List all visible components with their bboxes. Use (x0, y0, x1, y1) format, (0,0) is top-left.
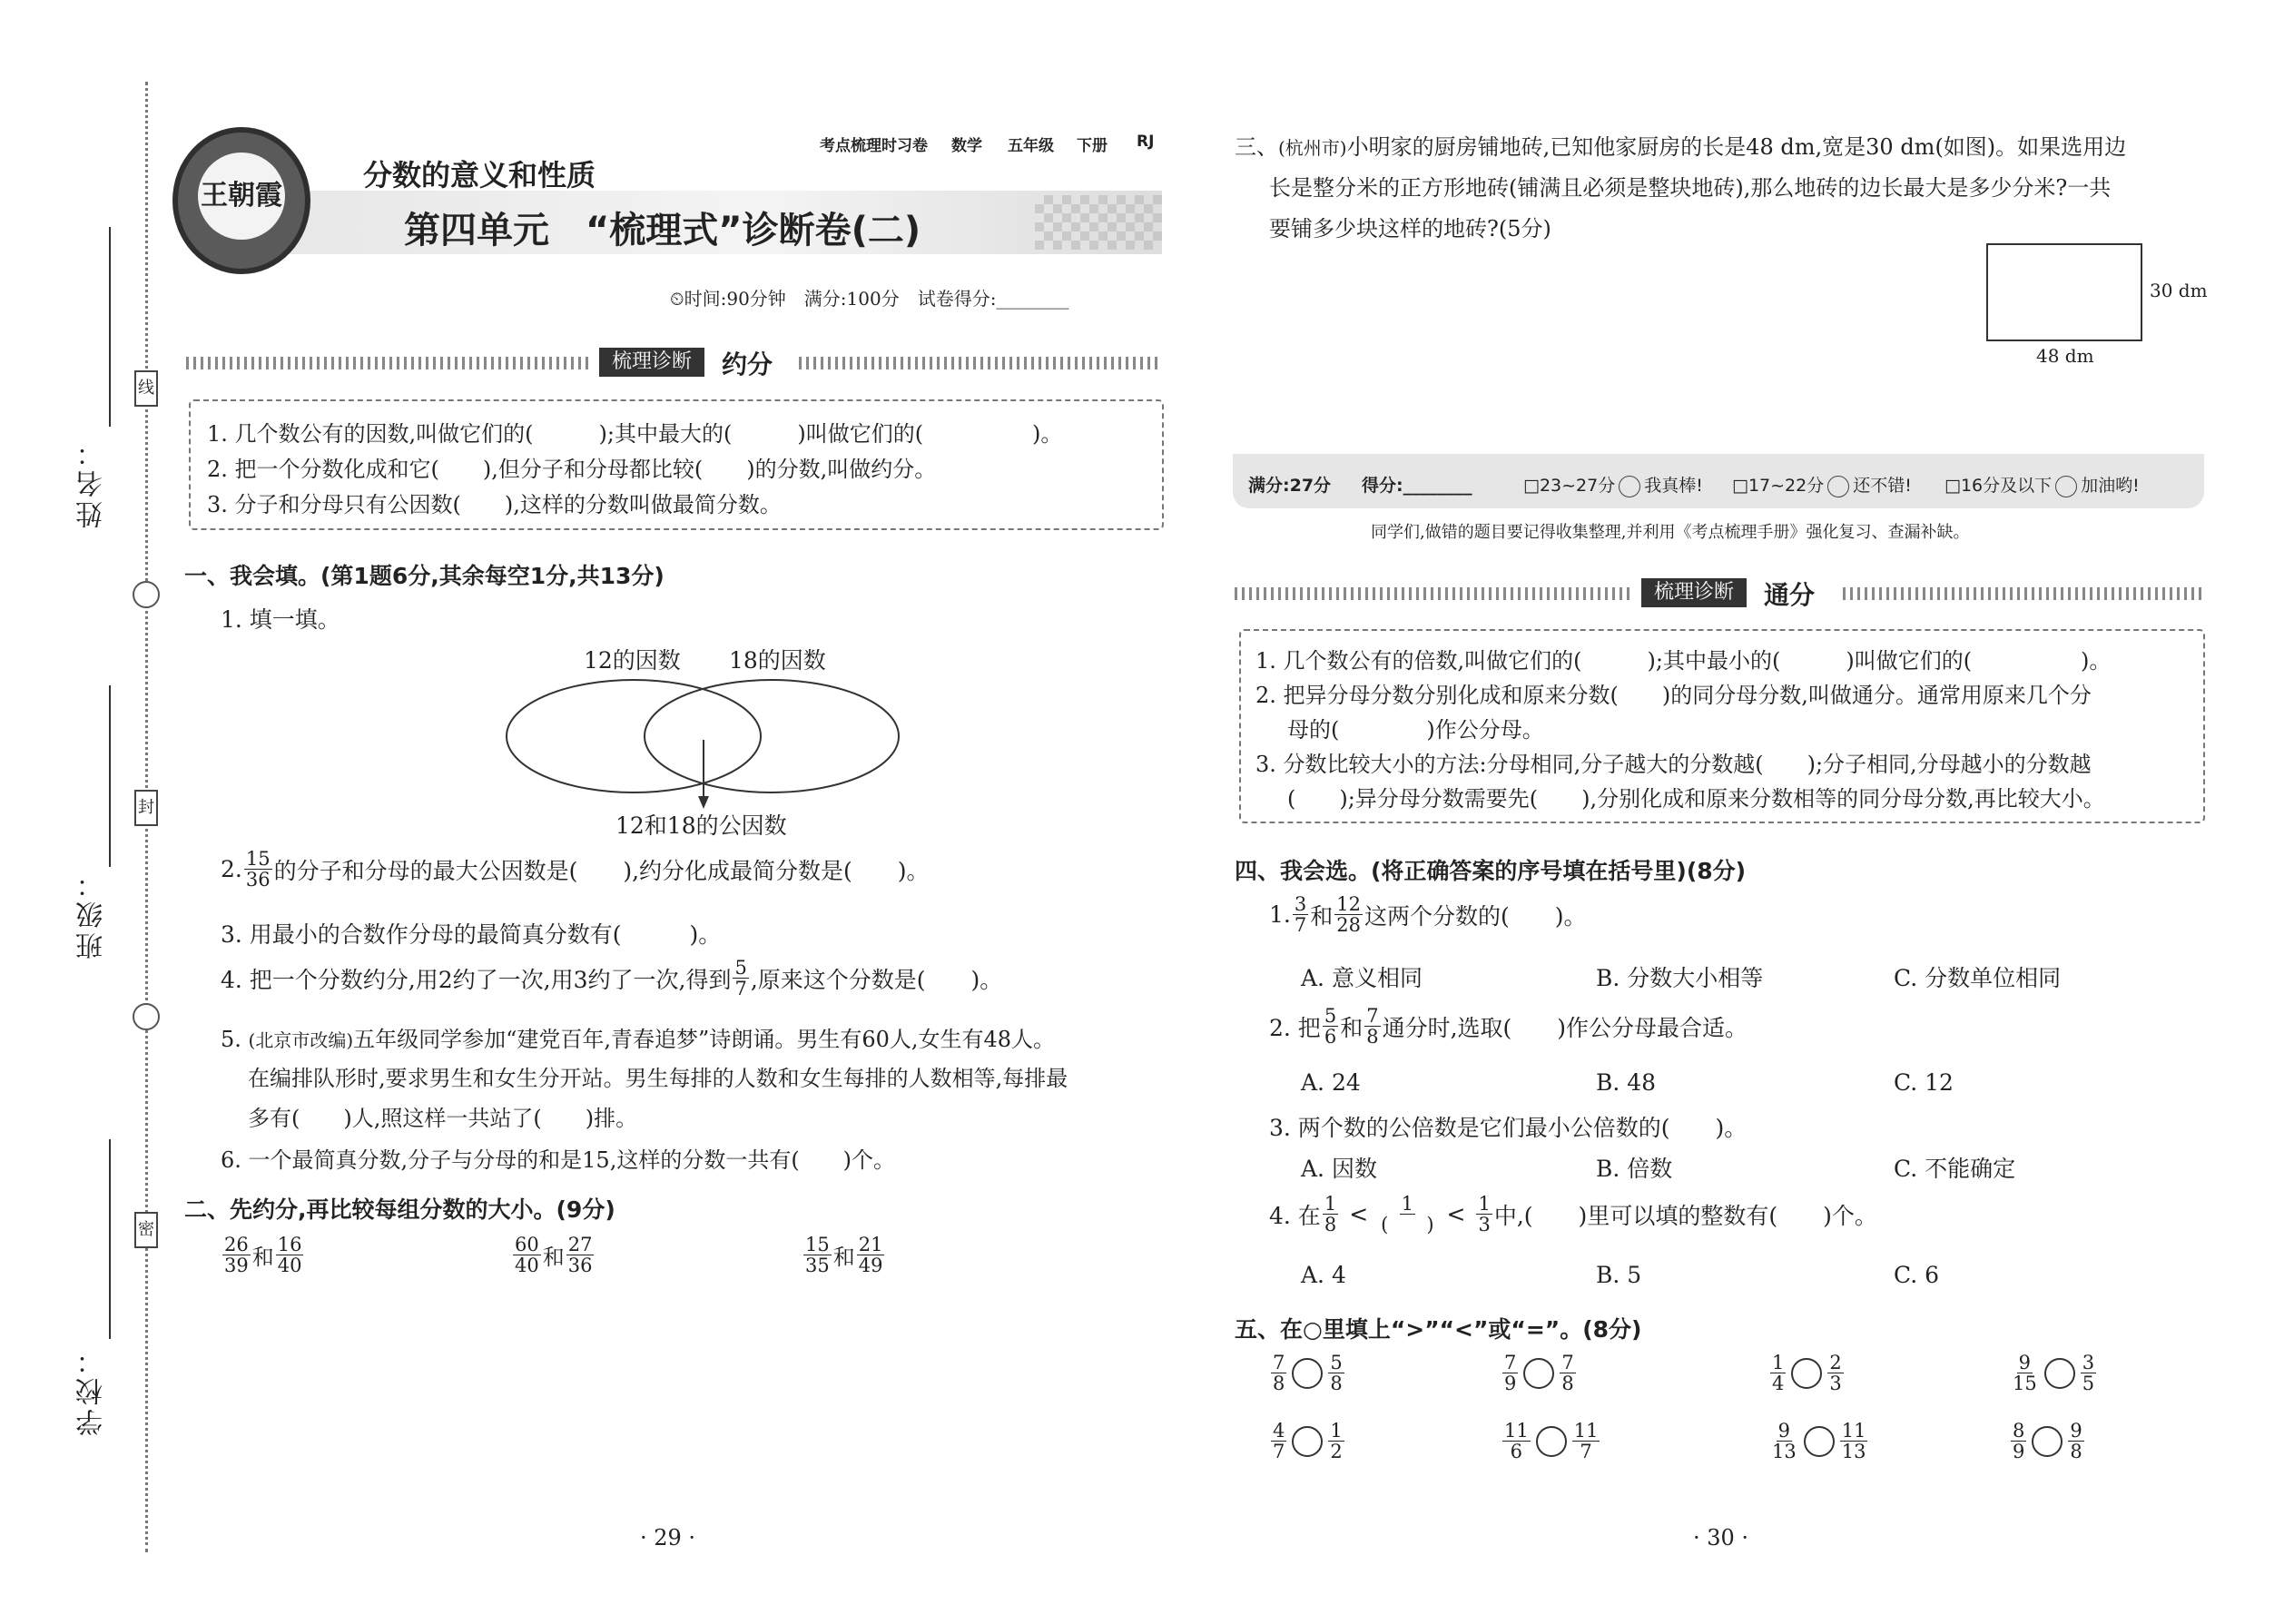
fraction-denominator: 40 (277, 1255, 302, 1277)
fraction-denominator: 35 (805, 1255, 830, 1277)
fraction (857, 1235, 885, 1275)
q4-item-1 (1269, 894, 1587, 935)
fraction (1271, 1353, 1286, 1393)
brand-logo (172, 127, 310, 274)
fraction-numerator: 8 (2013, 1420, 2025, 1442)
q4-item-3: 3. 两个数的公倍数是它们最小公倍数的( )。 (1269, 1115, 1748, 1141)
kitchen-width-label: 30 dm (2150, 280, 2208, 301)
answer-circle[interactable] (1292, 1426, 1323, 1457)
venn-left-label: 12的因数 (584, 647, 681, 674)
section-tag: 梳理诊断 (1641, 578, 1747, 607)
q4-item-4 (1269, 1194, 1877, 1235)
fraction-denominator: 8 (2070, 1441, 2082, 1463)
kitchen-rectangle (1986, 243, 2142, 341)
fraction-denominator: 7 (1273, 1441, 1285, 1463)
fraction-numerator: 7 (1273, 1352, 1285, 1373)
fraction-denominator: 3 (1829, 1373, 1842, 1395)
fraction-denominator: 8 (1561, 1373, 1574, 1395)
score-opt3-comment: 加油哟! (2081, 476, 2140, 496)
less-than-sign: < (1349, 1201, 1369, 1228)
venn-bottom-label: 12和18的公因数 (615, 812, 787, 839)
fraction (513, 1235, 541, 1275)
answer-circle[interactable] (1536, 1426, 1567, 1457)
q4-item-3-option-a: A. 因数 (1301, 1156, 1377, 1182)
section-hatch (186, 357, 592, 369)
fraction-numerator: 5 (1330, 1352, 1343, 1373)
q3-line2: 长是整分米的正方形地砖(铺满且必须是整块地砖),那么地砖的边长最大是多少分米?一共 (1269, 175, 2112, 201)
fraction-numerator: 7 (1561, 1352, 1574, 1373)
q4-item-4-option-c: C. 6 (1894, 1262, 1940, 1288)
fraction-numerator: 11 (1504, 1420, 1529, 1442)
and-label: 和 (832, 1245, 855, 1271)
fraction (1334, 894, 1363, 935)
q3-text: 小明家的厨房铺地砖,已知他家厨房的长是48 dm,宽是30 dm(如图)。如果选用边 (1346, 134, 2127, 160)
and-label: 和 (1340, 1014, 1364, 1041)
q1-heading: 一、我会填。(第1题6分,其余每空1分,共13分) (184, 563, 665, 589)
score-opt2-comment: 还不错! (1853, 476, 1912, 496)
fraction (1502, 1421, 1531, 1462)
fraction-denominator: 7 (734, 978, 747, 1000)
score-opt1 (1523, 472, 1703, 497)
fraction-denominator: 9 (2013, 1441, 2025, 1463)
fraction-numerator: 12 (1336, 893, 1361, 915)
q3-source: (杭州市) (1278, 137, 1347, 159)
series-label: 考点梳理时习卷 (820, 137, 928, 155)
q1-item-5-text: 五年级同学参加“建党百年,青春追梦”诗朗诵。男生有60人,女生有48人。 (353, 1027, 1056, 1052)
fraction-numerator: 9 (1777, 1420, 1791, 1442)
fraction (1379, 1194, 1435, 1235)
q1-item-4-tail: ,原来这个分数是( )。 (750, 966, 1003, 993)
score-note: 同学们,做错的题目要记得收集整理,并利用《考点梳理手册》强化复习、查漏补缺。 (1371, 523, 1970, 542)
fraction (1271, 1421, 1286, 1462)
fraction-denominator: 9 (1504, 1373, 1517, 1395)
fraction-numerator: 1 (1330, 1420, 1343, 1442)
q5-compare-7 (1768, 1421, 1869, 1462)
venn-right-label: 18的因数 (729, 647, 826, 674)
q4-item-2 (1269, 1006, 1748, 1047)
q4-item-3-option-c: C. 不能确定 (1894, 1156, 2016, 1182)
q1-item-2-text: 的分子和分母的最大公因数是( ),约分化成最简分数是( )。 (273, 857, 930, 884)
fraction-numerator: 1 (1772, 1352, 1785, 1373)
tongfen-item-3-cont: ( );异分母分数需要先( ),分别化成和原来分数相等的同分母分数,再比较大小。 (1287, 786, 2105, 812)
tongfen-item-2-cont: 母的( )作公分母。 (1287, 717, 1544, 743)
fraction-denominator: 39 (224, 1255, 249, 1277)
fraction (1323, 1006, 1338, 1047)
fraction (566, 1235, 595, 1275)
school-underline (109, 1139, 111, 1339)
q5-compare-1 (1269, 1353, 1346, 1393)
fraction (2081, 1353, 2096, 1393)
q4-item-1-number: 1. (1269, 901, 1291, 929)
fraction-numerator: 3 (1294, 893, 1307, 915)
fraction-denominator: 15 (2013, 1373, 2037, 1395)
binding-mark-mi: 密 (134, 1212, 158, 1248)
fraction-denominator: ( ) (1381, 1214, 1434, 1236)
smiley-icon (2055, 476, 2077, 497)
fraction (276, 1235, 304, 1275)
class-label: 班级： (76, 867, 108, 960)
q4-item-2-number: 2. 把 (1269, 1014, 1321, 1041)
fraction (1827, 1353, 1843, 1393)
q4-heading: 四、我会选。(将正确答案的序号填在括号里)(8分) (1235, 858, 1747, 884)
q4-item-2-option-a: A. 24 (1301, 1069, 1361, 1096)
q3-number: 三、 (1235, 134, 1278, 160)
tongfen-item-2: 2. 把异分母分数分别化成和原来分数( )的同分母分数,叫做通分。通常用原来几个分 (1255, 683, 2092, 708)
score-opt2-range: □17~22分 (1732, 476, 1825, 496)
yuefen-item-3: 3. 分子和分母只有公因数( ),这样的分数叫做最简分数。 (207, 492, 782, 517)
fraction-numerator: 15 (805, 1234, 830, 1255)
fraction-numerator: 9 (2018, 1352, 2032, 1373)
fraction-denominator: 8 (1324, 1214, 1337, 1236)
q5-compare-6 (1501, 1421, 1601, 1462)
fraction-numerator: 5 (734, 957, 747, 979)
q3-line3: 要铺多少块这样的地砖?(5分) (1269, 216, 1551, 241)
kitchen-length-label: 48 dm (2036, 345, 2094, 367)
fraction-numerator: 16 (277, 1234, 302, 1255)
exam-meta: ⏲时间:90分钟 满分:100分 试卷得分:________ (670, 288, 1069, 310)
q5-compare-4 (2009, 1353, 2098, 1393)
fraction-numerator: 21 (858, 1234, 883, 1255)
school-label: 学校： (76, 1343, 108, 1436)
q1-item-5-number: 5. (221, 1027, 241, 1052)
q1-item-3: 3. 用最小的合数作分母的最简真分数有( )。 (221, 921, 722, 948)
fraction-numerator: 2 (1829, 1352, 1842, 1373)
score-opt1-range: □23~27分 (1523, 476, 1616, 496)
fraction (1770, 1421, 1798, 1462)
q4-item-2-option-b: B. 48 (1596, 1069, 1657, 1096)
tongfen-item-1: 1. 几个数公有的倍数,叫做它们的( );其中最小的( )叫做它们的( )。 (1255, 648, 2112, 674)
q3-line1 (1235, 129, 2126, 161)
fraction (1293, 894, 1308, 935)
section-hatch (1843, 587, 2202, 600)
fraction-denominator: 49 (858, 1255, 883, 1277)
q4-item-1-option-b: B. 分数大小相等 (1596, 965, 1764, 991)
fraction-denominator: 8 (1330, 1373, 1343, 1395)
score-opt3 (1944, 472, 2140, 497)
fraction (1502, 1353, 1518, 1393)
logo-text: 王朝霞 (198, 153, 285, 240)
fraction-numerator: 5 (1324, 1005, 1337, 1027)
fraction-numerator: 7 (1504, 1352, 1517, 1373)
q1-item-2 (221, 849, 930, 890)
answer-circle[interactable] (2032, 1426, 2063, 1457)
term-label: 下册 (1077, 137, 1108, 155)
q1-item-5-source: (北京市改编) (248, 1029, 354, 1051)
fraction-denominator: 36 (567, 1255, 593, 1277)
fraction (1323, 1194, 1338, 1235)
q4-item-1-tail: 这两个分数的( )。 (1364, 902, 1587, 930)
q1-item-2-number: 2. (221, 856, 242, 883)
binding-mark-feng: 封 (134, 790, 158, 826)
q2-pair-1 (221, 1235, 305, 1275)
q4-item-1-option-c: C. 分数单位相同 (1894, 965, 2062, 991)
fraction-numerator: 11 (1573, 1420, 1599, 1442)
fraction-numerator: 3 (2082, 1352, 2095, 1373)
fraction-denominator: 5 (2082, 1373, 2095, 1395)
less-than-sign: < (1446, 1201, 1466, 1228)
q5-compare-8 (2009, 1421, 2086, 1462)
fraction-denominator: 28 (1336, 914, 1361, 937)
q5-compare-3 (1768, 1353, 1846, 1393)
q1-item-5-line1 (221, 1021, 1055, 1053)
score-full: 满分:27分 (1248, 476, 1332, 496)
fraction (1572, 1421, 1600, 1462)
q4-item-2-tail: 通分时,选取( )作公分母最合适。 (1382, 1014, 1748, 1041)
q5-compare-2 (1501, 1353, 1578, 1393)
fraction-numerator: 60 (515, 1234, 539, 1255)
fraction-numerator: 9 (2070, 1420, 2082, 1442)
q5-heading: 五、在○里填上“>”“<”或“=”。(8分) (1235, 1316, 1642, 1343)
and-label: 和 (1310, 902, 1334, 930)
binding-hole-icon (133, 1003, 160, 1030)
subject-label: 数学 (951, 137, 982, 155)
topic-title: 分数的意义和性质 (363, 158, 596, 192)
fraction (2011, 1421, 2026, 1462)
q1-item-4-text: 4. 把一个分数约分,用2约了一次,用3约了一次,得到 (221, 966, 732, 993)
fraction-denominator: 6 (1324, 1026, 1337, 1048)
fraction (1560, 1353, 1575, 1393)
fraction-denominator: 40 (515, 1255, 539, 1277)
fraction (1770, 1353, 1786, 1393)
section-hatch (799, 357, 1162, 369)
fraction (2011, 1353, 2039, 1393)
q4-item-4-tail: 中,( )里可以填的整数有( )个。 (1493, 1202, 1877, 1229)
q1-item-6: 6. 一个最简真分数,分子与分母的和是15,这样的分数一共有( )个。 (221, 1147, 896, 1173)
smiley-icon (1619, 476, 1640, 497)
q2-pair-2 (511, 1235, 596, 1275)
fraction-denominator: 8 (1366, 1026, 1379, 1048)
fraction-numerator: 27 (567, 1234, 593, 1255)
fraction-numerator: 7 (1366, 1005, 1379, 1027)
fraction (244, 849, 272, 890)
fraction-numerator: 1 (1478, 1193, 1491, 1215)
tongfen-item-3: 3. 分数比较大小的方法:分母相同,分子越大的分数越( );分子相同,分母越小的分数越 (1255, 752, 2092, 777)
answer-circle[interactable] (1791, 1358, 1822, 1389)
fraction (222, 1235, 251, 1275)
q2-heading: 二、先约分,再比较每组分数的大小。(9分) (184, 1196, 615, 1223)
page-number-right: · 30 · (1693, 1525, 1749, 1550)
fraction-denominator: 4 (1772, 1373, 1785, 1395)
fraction-numerator: 15 (245, 848, 271, 870)
q2-pair-3 (802, 1235, 886, 1275)
fraction-numerator: 11 (1841, 1420, 1866, 1442)
class-underline (109, 685, 111, 867)
fraction-numerator: 1 (1324, 1193, 1337, 1215)
fraction (1364, 1006, 1380, 1047)
fraction-numerator: 1 (1401, 1193, 1414, 1215)
q4-item-4-option-b: B. 5 (1596, 1262, 1642, 1288)
fraction (1328, 1353, 1344, 1393)
page-title: 第四单元 “梳理式”诊断卷(二) (404, 210, 921, 251)
answer-circle[interactable] (2044, 1358, 2075, 1389)
section-title-tongfen: 通分 (1764, 580, 1816, 610)
score-opt3-range: □16分及以下 (1944, 476, 2053, 496)
fraction-numerator: 4 (1273, 1420, 1285, 1442)
score-opt2 (1732, 472, 1912, 497)
fraction (1476, 1194, 1492, 1235)
name-label: 姓名： (76, 436, 108, 528)
fraction-denominator: 8 (1273, 1373, 1285, 1395)
answer-circle[interactable] (1292, 1358, 1323, 1389)
section-title-yuefen: 约分 (722, 349, 773, 379)
smiley-icon (1827, 476, 1849, 497)
page-number-left: · 29 · (640, 1525, 696, 1550)
answer-circle[interactable] (1523, 1358, 1554, 1389)
and-label: 和 (542, 1245, 565, 1271)
q1-item-5-line3: 多有( )人,照这样一共站了( )排。 (248, 1106, 638, 1131)
fraction-denominator: 7 (1580, 1441, 1592, 1463)
fraction (2068, 1421, 2083, 1462)
fraction (1328, 1421, 1344, 1462)
section-hatch (1235, 587, 1634, 600)
answer-circle[interactable] (1804, 1426, 1835, 1457)
fraction-denominator: 36 (245, 869, 271, 891)
q4-item-2-option-c: C. 12 (1894, 1069, 1954, 1096)
section-tag: 梳理诊断 (599, 348, 704, 377)
fraction-denominator: 13 (1772, 1441, 1797, 1463)
fraction-denominator: 6 (1510, 1441, 1523, 1463)
edition-label: RJ (1137, 133, 1155, 151)
q4-item-1-option-a: A. 意义相同 (1301, 965, 1423, 991)
and-label: 和 (251, 1245, 274, 1271)
fraction (733, 958, 748, 999)
binding-mark-xian: 线 (134, 370, 158, 407)
binding-hole-icon (133, 581, 160, 608)
q1-sub1: 1. 填一填。 (221, 606, 340, 633)
q5-compare-5 (1269, 1421, 1346, 1462)
name-underline (109, 227, 111, 427)
yuefen-item-2: 2. 把一个分数化成和它( ),但分子和分母都比较( )的分数,叫做约分。 (207, 457, 937, 482)
score-opt1-comment: 我真棒! (1644, 476, 1703, 496)
fraction (803, 1235, 832, 1275)
yuefen-item-1: 1. 几个数公有的因数,叫做它们的( );其中最大的( )叫做它们的( )。 (207, 421, 1063, 447)
fraction-denominator: 13 (1841, 1441, 1866, 1463)
decorative-checker (1035, 195, 1162, 250)
fraction-denominator: 7 (1294, 914, 1307, 937)
fraction-denominator: 2 (1330, 1441, 1343, 1463)
fraction-denominator: 3 (1478, 1214, 1491, 1236)
q4-item-3-option-b: B. 倍数 (1596, 1156, 1673, 1182)
q4-item-4-number: 4. 在 (1269, 1202, 1321, 1229)
fraction (1840, 1421, 1868, 1462)
q1-item-5-line2: 在编排队形时,要求男生和女生分开站。男生每排的人数和女生每排的人数相等,每排最 (248, 1066, 1068, 1091)
q4-item-4-option-a: A. 4 (1301, 1262, 1346, 1288)
q1-item-4 (221, 958, 1002, 999)
score-got: 得分:________ (1362, 476, 1472, 496)
grade-label: 五年级 (1008, 137, 1054, 155)
fraction-numerator: 26 (224, 1234, 249, 1255)
